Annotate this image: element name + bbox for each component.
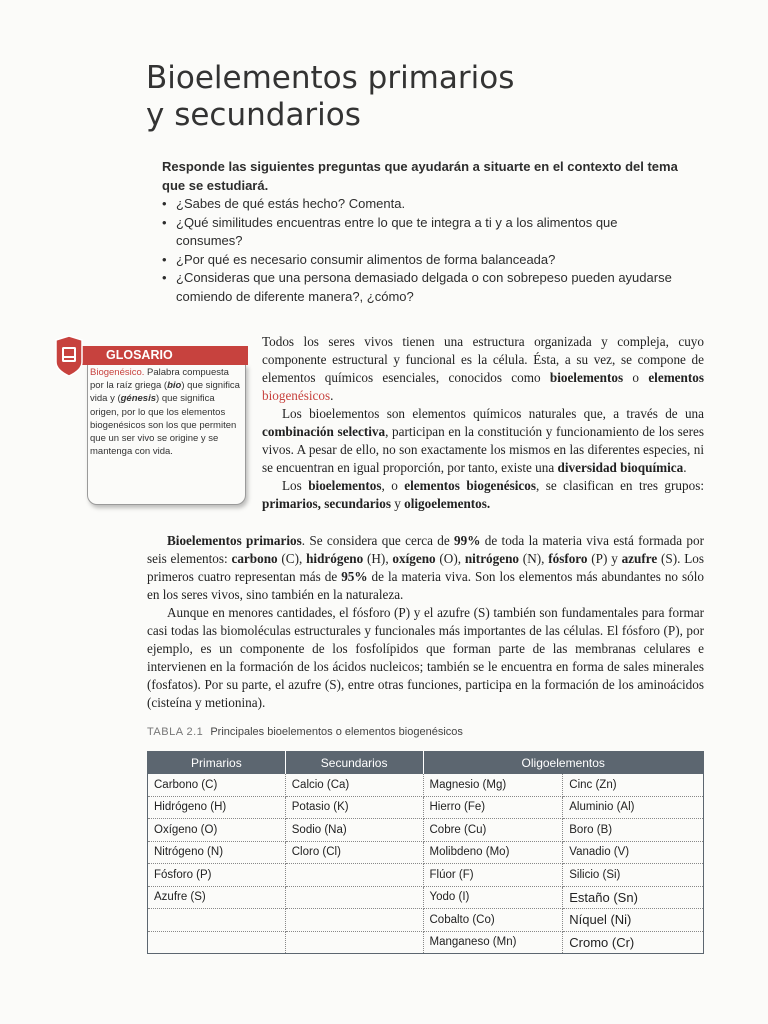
paragraph-4: Bioelementos primarios. Se considera que cerca de 99% de toda la materia viva está formada por seis elementos: carbono (C), hidrógeno (H), oxígeno (O), nitrógeno (N), fósforo (P) y azufre (S). Los primeros cuatro representan más de 95% de la materia viva. Son los elementos más abundantes no sólo en los seres vivos, sino también en la naturaleza.	[147, 533, 705, 602]
table-cell	[148, 931, 286, 954]
table-cell: Fósforo (P)	[148, 864, 286, 887]
body-full-width	[147, 532, 704, 712]
table-cell: Boro (B)	[563, 819, 704, 842]
table-cell: Silicio (Si)	[563, 864, 704, 887]
paragraph-3: Los bioelementos, o elementos biogenésicos, se clasifican en tres grupos: primarios, secundarios y oligoelementos.	[262, 478, 704, 511]
title-line-2: y secundarios	[146, 97, 361, 133]
page-title	[146, 60, 514, 134]
table-cell: Hierro (Fe)	[423, 796, 563, 819]
glossary-definition: Biogenésico. Palabra compuesta por la raíz griega (bio) que significa vida y (génesis) que significa origen, por lo que los elementos biogenésicos son los que permiten que un ser vivo se origine y se mantenga con vida.	[90, 367, 240, 458]
table-row	[148, 819, 704, 842]
question-item: • ¿Qué similitudes encuentras entre lo que te integra a ti y a los alimentos que consumes?	[162, 214, 682, 251]
table-cell: Manganeso (Mn)	[423, 931, 563, 954]
header-primarios: Primarios	[148, 752, 286, 775]
table-caption	[147, 726, 463, 738]
bioelements-table	[147, 751, 704, 954]
table-cell: Potasio (K)	[285, 796, 423, 819]
title-line-1: Bioelementos primarios	[146, 60, 515, 96]
table-cell: Calcio (Ca)	[285, 774, 423, 796]
header-oligoelementos: Oligoelementos	[423, 752, 704, 775]
table-header-row	[148, 752, 704, 775]
question-item: • ¿Consideras que una persona demasiado delgada o con sobrepeso pueden ayudarse comiendo de diferente manera?, ¿cómo?	[162, 269, 682, 306]
table-row	[148, 796, 704, 819]
table-label: TABLA 2.1	[147, 726, 204, 738]
question-item: • ¿Por qué es necesario consumir alimentos de forma balanceada?	[162, 251, 682, 270]
table-row	[148, 909, 704, 932]
table-cell	[285, 931, 423, 954]
intro-lead: Responde las siguientes preguntas que ayudarán a situarte en el contexto del tema que se estudiará.	[162, 159, 678, 193]
table-cell: Cloro (Cl)	[285, 841, 423, 864]
glossary-heading: GLOSARIO	[78, 346, 248, 365]
table-cell: Cromo (Cr)	[563, 931, 704, 954]
table-cell	[285, 864, 423, 887]
table-cell: Magnesio (Mg)	[423, 774, 563, 796]
question-item: • ¿Sabes de qué estás hecho? Comenta.	[162, 195, 682, 214]
table-row	[148, 774, 704, 796]
paragraph-1: Todos los seres vivos tienen una estructura organizada y compleja, cuyo componente estructural y funcional es la célula. Ésta, a su vez, se compone de elementos químicos esenciales, conocidos como bioelementos o elementos biogenésicos.	[262, 334, 704, 403]
table-cell: Hidrógeno (H)	[148, 796, 286, 819]
table-cell: Yodo (I)	[423, 886, 563, 909]
table-cell: Carbono (C)	[148, 774, 286, 796]
header-secundarios: Secundarios	[285, 752, 423, 775]
table-title: Principales bioelementos o elementos biogenésicos	[210, 726, 463, 738]
table-row	[148, 931, 704, 954]
table-cell	[285, 909, 423, 932]
table-cell: Cobre (Cu)	[423, 819, 563, 842]
table-cell: Estaño (Sn)	[563, 886, 704, 909]
table-cell: Oxígeno (O)	[148, 819, 286, 842]
table-cell: Aluminio (Al)	[563, 796, 704, 819]
question-list	[162, 195, 682, 306]
table-cell: Molibdeno (Mo)	[423, 841, 563, 864]
table-row	[148, 864, 704, 887]
table-cell: Níquel (Ni)	[563, 909, 704, 932]
table-cell: Vanadio (V)	[563, 841, 704, 864]
paragraph-2: Los bioelementos son elementos químicos naturales que, a través de una combinación selectiva, participan en la constitución y funcionamiento de los seres vivos. A pesar de ello, no son exactamente los mismos en las diferentes especies, ni se encuentran en igual proporción, por tanto, existe una diversidad bioquímica.	[262, 406, 704, 475]
glossary-box	[54, 336, 246, 504]
table-row	[148, 886, 704, 909]
table-cell: Flúor (F)	[423, 864, 563, 887]
intro-questions	[162, 158, 682, 306]
table-cell	[148, 909, 286, 932]
body-column	[262, 333, 704, 513]
paragraph-5: Aunque en menores cantidades, el fósforo (P) y el azufre (S) también son fundamentales para formar casi todas las biomoléculas estructurales y funcionales más importantes de las células. El fósforo (P), por ejemplo, es un componente de los fosfolípidos que forman parte de las membranas celulares e intervienen en la formación de los ácidos nucleicos; también se le encuentra en forma de sales minerales (fosfatos). Por su parte, el azufre (S), entre otras funciones, participa en la formación de los aminoácidos (cisteína y metionina).	[147, 605, 704, 710]
table-cell: Nitrógeno (N)	[148, 841, 286, 864]
table-cell: Azufre (S)	[148, 886, 286, 909]
table-cell: Sodio (Na)	[285, 819, 423, 842]
glossary-book-icon	[54, 336, 84, 376]
table-cell: Cobalto (Co)	[423, 909, 563, 932]
table-cell	[285, 886, 423, 909]
table-cell: Cinc (Zn)	[563, 774, 704, 796]
table-row	[148, 841, 704, 864]
